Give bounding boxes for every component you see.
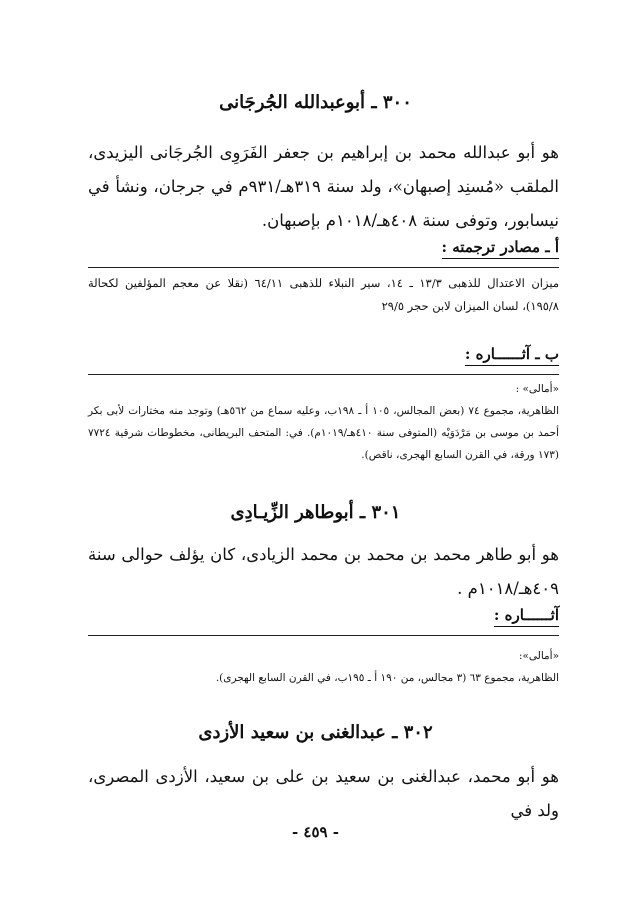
entry-301-body: هو أبو طاهر محمد بن محمد بن محمد الزيادى، كان يؤلف حوالى سنة ٤٠٩هـ/١٠١٨م .: [88, 545, 559, 598]
entry-300-sources-heading: [442, 238, 560, 256]
section-divider: [88, 267, 559, 268]
entry-300-sources-text: ميزان الاعتدال للذهبى ١٣/٣ ـ ١٤، سير النبلاء للذهبى ٦٤/١١ (نقلا عن معجم المؤلفين لكحالة ١٩٥/٨)، لسان الميزان لابن حجر ٢٩/٥: [88, 276, 559, 313]
entry-300-work-text: الظاهرية، مجموع ٧٤ (بعض المجالس، ١٠٥ أ ـ ١٩٨ب، وعليه سماع من ٥٦٢هـ) وتوجد منه مختارات لأبى بكر أحمد بن موسى بن مَرْدَوَيْه (المتوفى سنة ٤١٠هـ/١٠١٩م). في: المتحف البريطانى، مخطوطات شرقية ٧٧٢٤ (١٧٣ ورقة، في القرن السابع الهجرى، ناقص).: [88, 405, 560, 461]
entry-301-works-heading: [494, 606, 559, 624]
entry-301-work-text: الظاهرية، مجموع ٦٣ (٣ مجالس، من ١٩٠ أ ـ ١٩٥ب، في القرن السابع الهجرى).: [215, 672, 559, 684]
works-heading-text: ب ـ آثــــــاره :: [465, 345, 559, 366]
entry-302-title: ٣٠٢ ـ عبدالغنى بن سعيد الأزدى: [198, 722, 433, 743]
entry-300-work-title: «أمالى» :: [515, 383, 559, 395]
works-heading-text: آثــــــاره :: [494, 606, 559, 627]
entry-302-body: هو أبو محمد، عبدالغنى بن سعيد بن على بن سعيد، الأزدى المصرى، ولد في: [88, 767, 559, 820]
entry-301-title: ٣٠١ ـ أبوطاهر الزِّيـادِى: [230, 502, 401, 523]
entry-300-title: ٣٠٠ ـ أبوعبدالله الجُرجَانى: [219, 92, 412, 113]
section-divider: [88, 374, 559, 375]
page-number: - ٤٥٩ -: [291, 823, 340, 841]
sources-heading-text: أ ـ مصادر ترجمته :: [442, 238, 560, 259]
section-divider: [88, 635, 559, 636]
entry-300-works-heading: [465, 345, 559, 363]
entry-301-work-title: «أمالى»:: [518, 650, 559, 662]
entry-300-body: هو أبو عبدالله محمد بن إبراهيم بن جعفر الفَرَوِى الجُرجَانى اليزيدى، الملقب «مُسنِد إصبهان»، ولد سنة ٣١٩هـ/٩٣١م في جرجان، ونشأ في نيسابور، وتوفى سنة ٤٠٨هـ/١٠١٨م بإصبهان.: [88, 143, 559, 230]
